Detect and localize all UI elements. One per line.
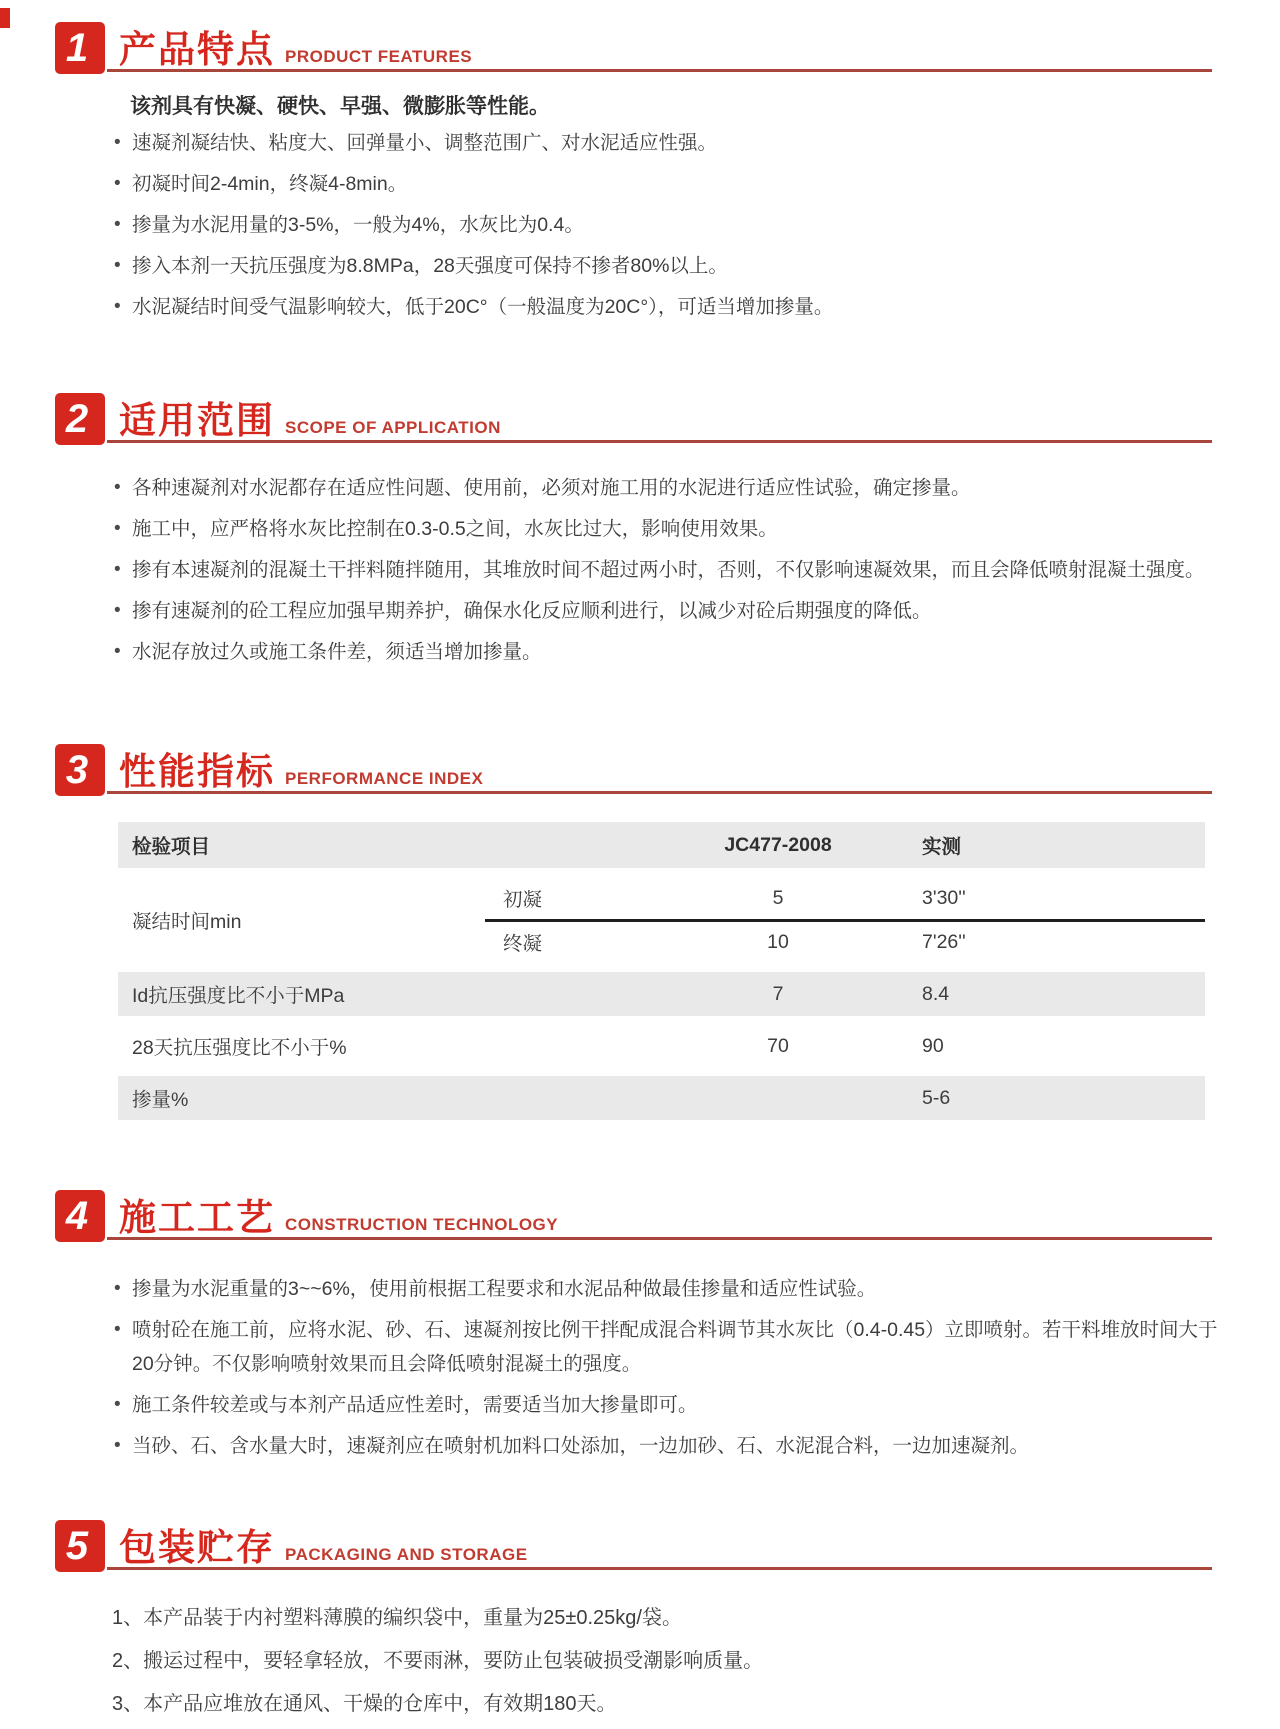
section-2-title-en: SCOPE OF APPLICATION: [285, 418, 501, 437]
row-label: 掺量%: [132, 1089, 189, 1111]
measured-value: 3'30'': [922, 886, 966, 909]
section-1-title-zh: 产品特点: [119, 29, 275, 70]
table-header-item: 检验项目: [132, 836, 211, 858]
bullet-item: • 各种速凝剂对水泥都存在适应性问题、使用前，必须对施工用的水泥进行适应性试验，确定掺量。: [112, 471, 1220, 505]
table-header-row: [118, 822, 1205, 868]
numbered-item: 1、本产品装于内衬塑料薄膜的编织袋中，重量为25±0.25kg/袋。: [112, 1607, 682, 1629]
section-4-body: [112, 1272, 1220, 1463]
bullet-item: • 当砂、石、含水量大时，速凝剂应在喷射机加料口处添加，一边加砂、石、水泥混合料，一边加速凝剂。: [112, 1429, 1220, 1463]
bullet-item: • 施工条件较差或与本剂产品适应性差时，需要适当加大掺量即可。: [112, 1388, 1220, 1422]
row-label: Id抗压强度比不小于MPa: [132, 985, 345, 1007]
section-5-header: [55, 1516, 1218, 1572]
bullet-item: • 掺有速凝剂的砼工程应加强早期养护，确保水化反应顺利进行，以减少对砼后期强度的降低。: [112, 594, 1220, 628]
section-1-header: [55, 18, 1218, 74]
section-5-titles: [119, 1529, 528, 1572]
table-row-final-setting: [118, 920, 1205, 964]
row-label: 28天抗压强度比不小于%: [132, 1037, 347, 1059]
bullet-item: • 喷射砼在施工前，应将水泥、砂、石、速凝剂按比例干拌配成混合料调节其水灰比（0.4-0.45）立即喷射。若干料堆放时间大于20分钟。不仅影响喷射效果而且会降低喷射混凝土的强度。: [112, 1313, 1220, 1381]
section-4-titles: [119, 1199, 558, 1242]
bullet-item: • 初凝时间2-4min，终凝4-8min。: [112, 167, 1220, 201]
section-2-number-badge: 2: [55, 393, 105, 445]
section-5-title-en: PACKAGING AND STORAGE: [285, 1545, 528, 1564]
numbered-item: 3、本产品应堆放在通风、干燥的仓库中，有效期180天。: [112, 1693, 617, 1715]
section-4-title-en: CONSTRUCTION TECHNOLOGY: [285, 1215, 559, 1234]
section-1-bullet-list: [112, 126, 1220, 324]
section-3-title-zh: 性能指标: [119, 751, 275, 792]
measured-value: 90: [922, 1034, 944, 1057]
section-5-number-badge: 5: [55, 1520, 105, 1572]
section-3-number-badge: 3: [55, 744, 105, 796]
phase-label: 初凝: [503, 889, 543, 911]
bullet-item: • 掺入本剂一天抗压强度为8.8MPa，28天强度可保持不掺者80%以上。: [112, 249, 1220, 283]
section-5-body: [112, 1600, 1220, 1722]
section-1-title-en: PRODUCT FEATURES: [285, 47, 473, 66]
measured-value: 7'26'': [922, 930, 966, 953]
standard-value: 7: [772, 982, 784, 1005]
bullet-item: • 水泥凝结时间受气温影响较大，低于20C°（一般温度为20C°），可适当增加掺量。: [112, 290, 1220, 324]
numbered-item: 2、搬运过程中，要轻拿轻放，不要雨淋，要防止包装破损受潮影响质量。: [112, 1650, 764, 1672]
standard-value: 5: [772, 886, 784, 909]
setting-time-rowgroup: [118, 876, 1205, 964]
measured-value: 5-6: [922, 1086, 951, 1109]
section-4-header: [55, 1186, 1218, 1242]
section-4-number-badge: 4: [55, 1190, 105, 1242]
section-3-title-en: PERFORMANCE INDEX: [285, 769, 484, 788]
table-row-28d-strength: [118, 1024, 1205, 1068]
section-1-body: [112, 90, 1220, 324]
bullet-item: • 掺有本速凝剂的混凝土干拌料随拌随用，其堆放时间不超过两小时，否则，不仅影响速凝效果，而且会降低喷射混凝土强度。: [112, 553, 1212, 587]
section-1-titles: [119, 31, 472, 74]
section-5-title-zh: 包装贮存: [119, 1527, 275, 1568]
section-3-titles: [119, 753, 483, 796]
phase-label: 终凝: [503, 933, 543, 955]
table-row-dosage: [118, 1076, 1205, 1120]
section-2-titles: [119, 402, 501, 445]
bullet-item: • 速凝剂凝结快、粘度大、回弹量小、调整范围广、对水泥适应性强。: [112, 126, 1220, 160]
section-5-numbered-list: [112, 1600, 1220, 1722]
performance-table: [118, 822, 1205, 1120]
table-header-standard: JC477-2008: [724, 833, 832, 856]
setting-time-divider: [485, 919, 1205, 922]
section-2-bullet-list: [112, 471, 1220, 669]
section-1-number-badge: 1: [55, 22, 105, 74]
bullet-item: • 掺量为水泥用量的3-5%，一般为4%，水灰比为0.4。: [112, 208, 1220, 242]
table-row-initial-setting: [118, 876, 1205, 920]
page-corner-mark: [0, 8, 10, 28]
section-2-body: [112, 471, 1220, 669]
section-4-bullet-list: [112, 1272, 1220, 1463]
section-4-title-zh: 施工工艺: [119, 1197, 275, 1238]
bullet-item: • 掺量为水泥重量的3~~6%，使用前根据工程要求和水泥品种做最佳掺量和适应性试验。: [112, 1272, 1220, 1306]
standard-value: 70: [767, 1034, 789, 1057]
bullet-item: • 施工中，应严格将水灰比控制在0.3-0.5之间，水灰比过大，影响使用效果。: [112, 512, 1220, 546]
section-2-title-zh: 适用范围: [119, 400, 275, 441]
section-1-intro: 该剂具有快凝、硬快、早强、微膨胀等性能。: [130, 95, 550, 118]
table-header-measured: 实测: [922, 836, 962, 858]
setting-time-label: 凝结时间min: [132, 911, 242, 933]
table-row-1d-strength: [118, 972, 1205, 1016]
measured-value: 8.4: [922, 982, 950, 1005]
section-2-header: [55, 389, 1218, 445]
bullet-item: • 水泥存放过久或施工条件差，须适当增加掺量。: [112, 635, 1220, 669]
section-3-header: [55, 740, 1218, 796]
standard-value: 10: [767, 930, 789, 953]
